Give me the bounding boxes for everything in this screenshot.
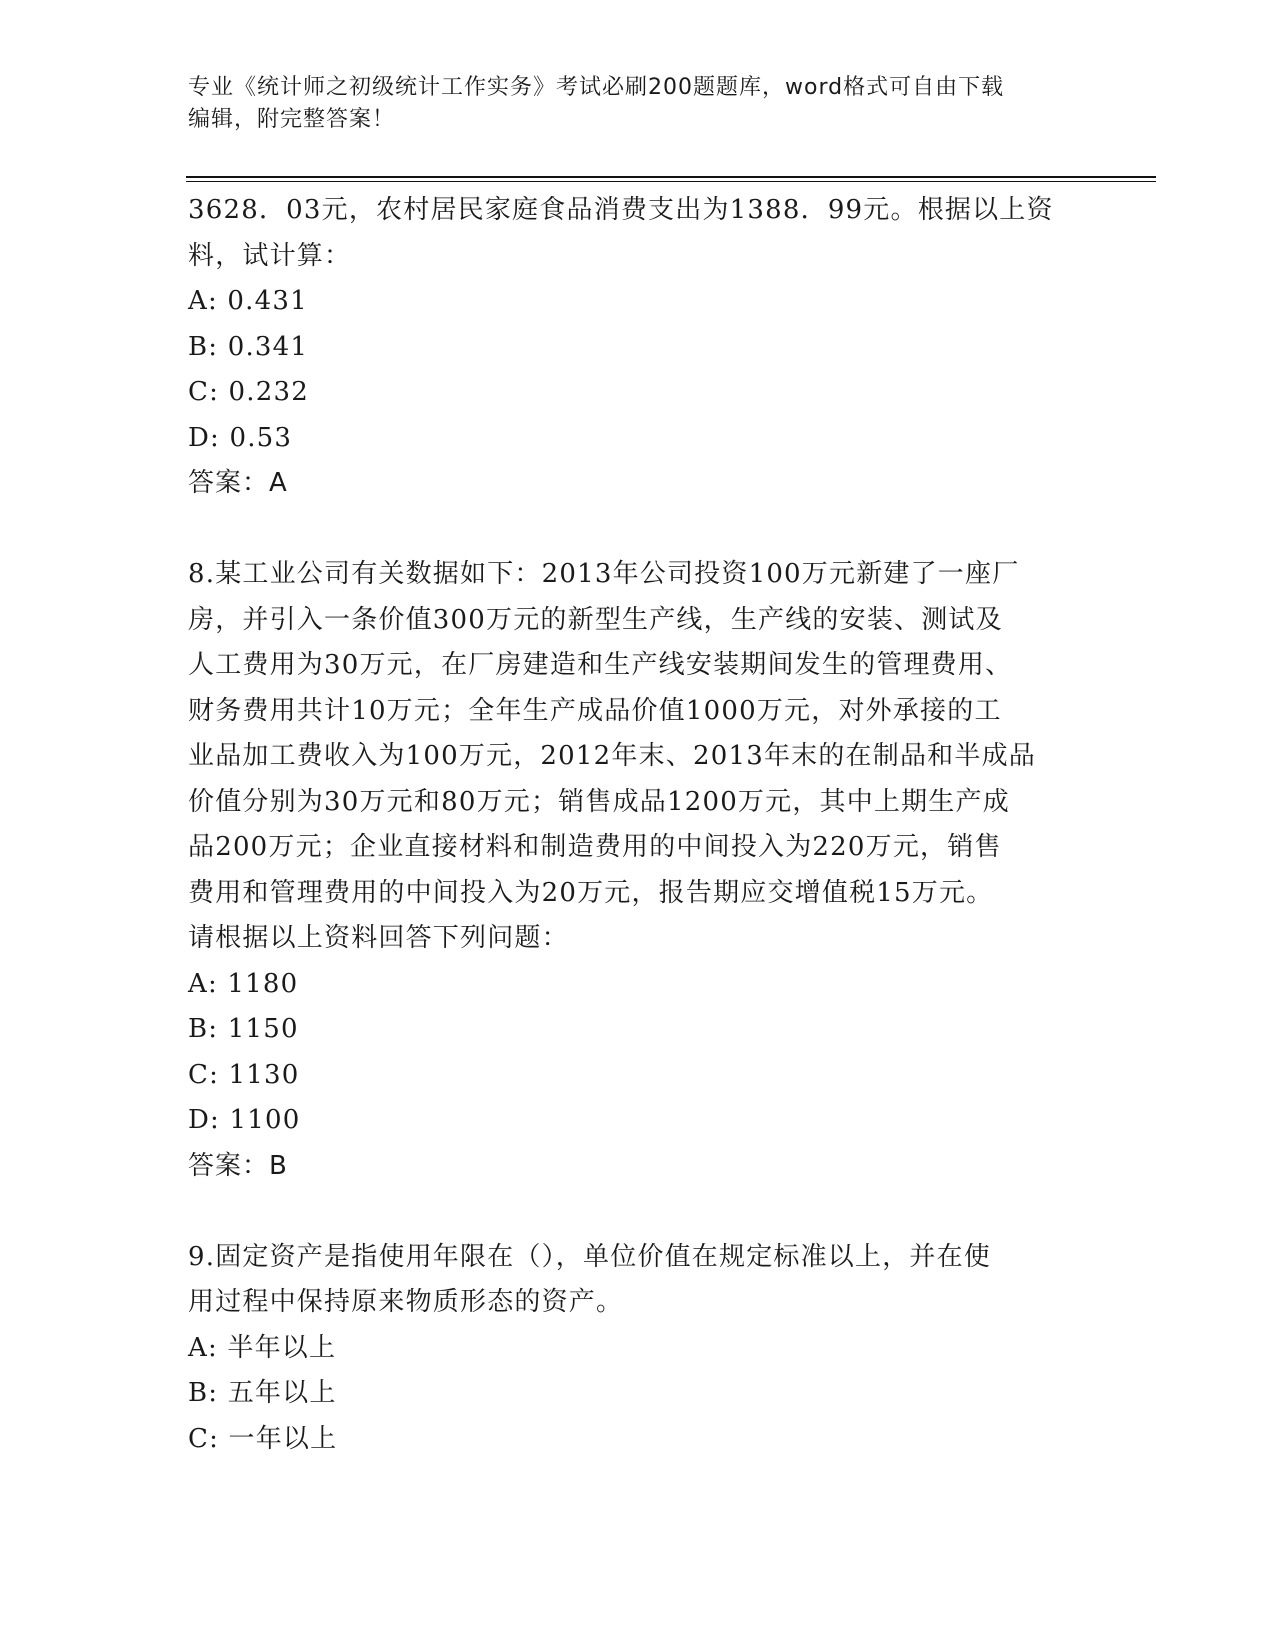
document-header (188, 72, 1068, 136)
question-text-line: 用过程中保持原来物质形态的资产。 (188, 1287, 624, 1317)
question-text-line: 财务费用共计10万元；全年生产成品价值1000万元，对外承接的工 (188, 695, 1002, 726)
option-a: A: 半年以上 (188, 1332, 337, 1363)
option-d: D: 0.53 (188, 422, 293, 453)
option-a: A: 0.431 (188, 286, 308, 316)
question-text-line: 业品加工费收入为100万元，2012年末、2013年末的在制品和半成品 (188, 741, 1036, 771)
question-text-line: 品200万元；企业直接材料和制造费用的中间投入为220万元，销售 (188, 832, 1002, 862)
answer-line: 答案：B (188, 1150, 288, 1181)
option-c: C: 1130 (188, 1059, 300, 1090)
question-text-line: 人工费用为30万元，在厂房建造和生产线安装期间发生的管理费用、 (188, 650, 1013, 680)
header-rule-thin (186, 181, 1156, 182)
option-d: D: 1100 (188, 1105, 301, 1135)
question-text-line: 料，试计算： (188, 240, 352, 271)
question-text-line: 价值分别为30万元和80万元；销售成品1200万元，其中上期生产成 (188, 786, 1010, 817)
header-title-line-1: 专业《统计师之初级统计工作实务》考试必刷200题题库，word格式可自由下载 (188, 75, 1005, 100)
answer-line: 答案：A (188, 468, 288, 498)
option-b: B: 五年以上 (188, 1378, 337, 1408)
question-text-line: 请根据以上资料回答下列问题： (188, 923, 569, 953)
question-9 (188, 1235, 1088, 1463)
question-text-line: 9.固定资产是指使用年限在（），单位价值在规定标准以上，并在使 (188, 1241, 992, 1272)
option-c: C: 0.232 (188, 377, 309, 407)
option-c: C: 一年以上 (188, 1423, 338, 1454)
option-b: B: 0.341 (188, 331, 309, 362)
header-rule-thick (186, 176, 1156, 178)
document-body (188, 188, 1088, 1462)
option-a: A: 1180 (188, 968, 299, 999)
header-title-line-2: 编辑，附完整答案！ (188, 107, 396, 132)
question-7 (188, 188, 1088, 507)
option-b: B: 1150 (188, 1014, 299, 1044)
question-8 (188, 552, 1088, 1189)
question-text-line: 3628．03元，农村居民家庭食品消费支出为1388．99元。根据以上资 (188, 195, 1054, 225)
question-text-line: 费用和管理费用的中间投入为20万元，报告期应交增值税15万元。 (188, 877, 994, 908)
question-text-line: 房，并引入一条价值300万元的新型生产线，生产线的安装、测试及 (188, 604, 1003, 635)
question-text-line: 8.某工业公司有关数据如下：2013年公司投资100万元新建了一座厂 (188, 559, 1020, 589)
